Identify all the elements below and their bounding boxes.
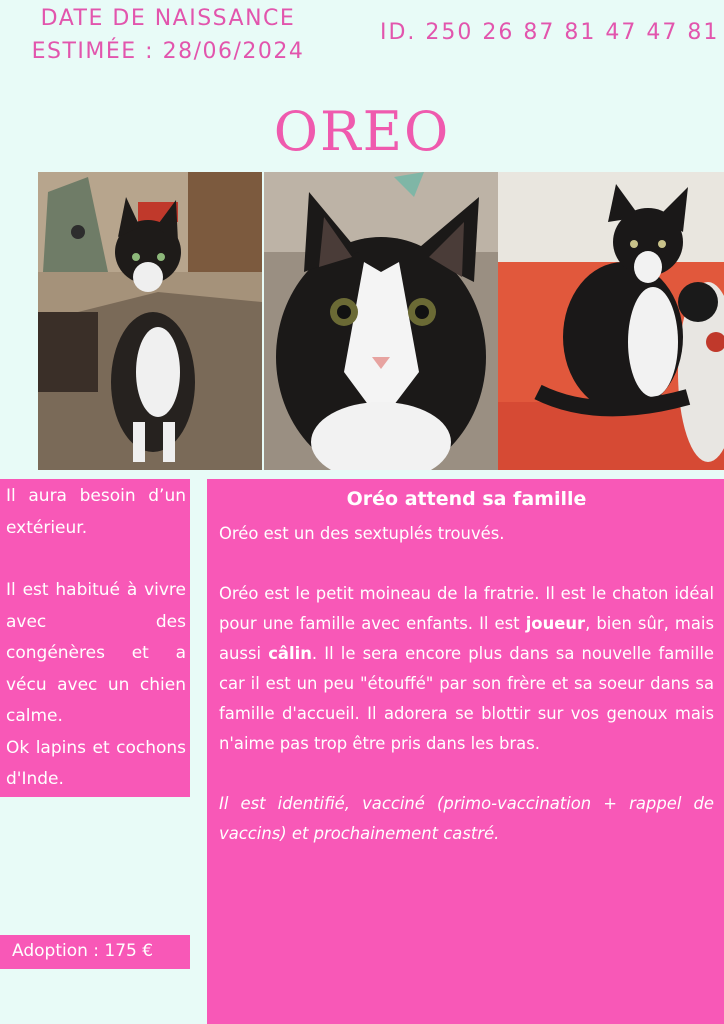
birth-date-line1: DATE DE NAISSANCE <box>40 6 296 31</box>
cat-photo-1 <box>38 172 262 470</box>
intro-paragraph: Oréo est un des sextuplés trouvés. <box>219 524 505 543</box>
adoption-fee-text: Adoption : 175 € <box>12 941 154 961</box>
personality-text-3: . Il le sera encore plus dans sa nouvelle famille car il est un peu "étouffé" par son frère et sa soeur dans sa famille d'accueil. Il adorera se blottir sur vos genoux mais n'aime pas trop être pris dans les bras. <box>219 644 714 753</box>
birth-date <box>8 2 328 68</box>
compatibility-text: Ok lapins et cochons d'Inde. <box>6 737 186 789</box>
page-title: OREO <box>273 100 451 163</box>
trait-cuddly: câlin <box>268 644 312 663</box>
cohabitation-text: Il est habitué à vivre avec des congénères et a vécu avec un chien calme. <box>6 580 186 726</box>
trait-playful: joueur <box>525 614 586 633</box>
birth-date-line2: ESTIMÉE : 28/06/2024 <box>31 39 305 64</box>
identification-number: ID. 250 26 87 81 47 47 81 <box>380 20 720 45</box>
personality-text-1: Oréo est le petit moineau de la fratrie. Il est le chaton idéal pour une famille avec enfants. Il est <box>219 584 714 633</box>
health-paragraph: Il est identifié, vacciné (primo-vaccination + rappel de vaccins) et prochainement castré. <box>219 794 714 843</box>
personality-text-2: , bien sûr, mais aussi <box>219 614 714 663</box>
adoption-fee <box>0 935 190 969</box>
cat-photo-2 <box>264 172 498 470</box>
personality-paragraph <box>219 579 714 759</box>
cat-info-box <box>0 479 190 797</box>
outdoor-need-text: Il aura besoin d’un extérieur. <box>6 486 186 538</box>
description-heading: Oréo attend sa famille <box>346 488 587 510</box>
cat-photo-3 <box>498 172 724 470</box>
description-panel <box>207 479 724 1024</box>
